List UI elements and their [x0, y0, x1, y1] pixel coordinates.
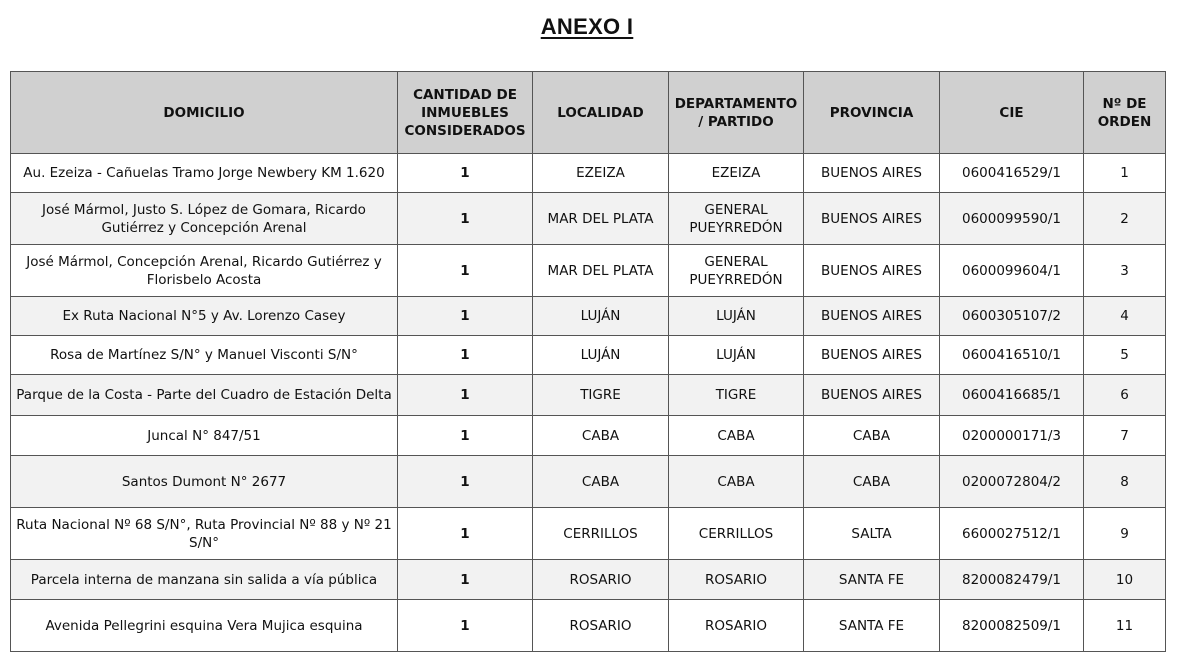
table-row: [11, 560, 1166, 600]
cell-departamento: LUJÁN: [669, 336, 804, 375]
table-row: [11, 375, 1166, 416]
cell-domicilio: Santos Dumont N° 2677: [11, 456, 398, 508]
cell-cie: 8200082479/1: [940, 560, 1084, 600]
cell-cantidad: 1: [398, 336, 533, 375]
header-orden: Nº DE ORDEN: [1084, 72, 1166, 154]
page-title: ANEXO I: [540, 14, 634, 39]
cell-provincia: CABA: [804, 416, 940, 456]
table-row: [11, 336, 1166, 375]
cell-orden: 3: [1084, 245, 1166, 297]
header-domicilio: DOMICILIO: [11, 72, 398, 154]
cell-cantidad: 1: [398, 154, 533, 193]
cell-domicilio: José Mármol, Justo S. López de Gomara, Ricardo Gutiérrez y Concepción Arenal: [11, 193, 398, 245]
cell-orden: 11: [1084, 600, 1166, 652]
table-row: [11, 193, 1166, 245]
header-cantidad: CANTIDAD DE INMUEBLES CONSIDERADOS: [398, 72, 533, 154]
cell-localidad: CABA: [533, 456, 669, 508]
cell-cie: 6600027512/1: [940, 508, 1084, 560]
cell-localidad: LUJÁN: [533, 336, 669, 375]
cell-cie: 0600099590/1: [940, 193, 1084, 245]
cell-provincia: BUENOS AIRES: [804, 336, 940, 375]
cell-provincia: SALTA: [804, 508, 940, 560]
cell-provincia: BUENOS AIRES: [804, 154, 940, 193]
cell-cantidad: 1: [398, 297, 533, 336]
cell-localidad: MAR DEL PLATA: [533, 245, 669, 297]
cell-departamento: ROSARIO: [669, 560, 804, 600]
cell-orden: 2: [1084, 193, 1166, 245]
cell-provincia: SANTA FE: [804, 560, 940, 600]
cell-localidad: MAR DEL PLATA: [533, 193, 669, 245]
cell-domicilio: Parcela interna de manzana sin salida a vía pública: [11, 560, 398, 600]
cell-domicilio: Avenida Pellegrini esquina Vera Mujica esquina: [11, 600, 398, 652]
cell-domicilio: Ex Ruta Nacional N°5 y Av. Lorenzo Casey: [11, 297, 398, 336]
cell-cie: 0600416685/1: [940, 375, 1084, 416]
cell-orden: 9: [1084, 508, 1166, 560]
cell-cie: 0200072804/2: [940, 456, 1084, 508]
cell-orden: 8: [1084, 456, 1166, 508]
cell-domicilio: José Mármol, Concepción Arenal, Ricardo Gutiérrez y Florisbelo Acosta: [11, 245, 398, 297]
header-departamento: DEPARTAMENTO / PARTIDO: [669, 72, 804, 154]
cell-orden: 7: [1084, 416, 1166, 456]
cell-departamento: ROSARIO: [669, 600, 804, 652]
cell-departamento: TIGRE: [669, 375, 804, 416]
cell-departamento: EZEIZA: [669, 154, 804, 193]
cell-cantidad: 1: [398, 456, 533, 508]
cell-localidad: CABA: [533, 416, 669, 456]
cell-cantidad: 1: [398, 245, 533, 297]
cell-orden: 5: [1084, 336, 1166, 375]
cell-departamento: LUJÁN: [669, 297, 804, 336]
cell-cie: 0600416510/1: [940, 336, 1084, 375]
cell-provincia: BUENOS AIRES: [804, 375, 940, 416]
cell-orden: 10: [1084, 560, 1166, 600]
cell-domicilio: Ruta Nacional Nº 68 S/N°, Ruta Provincial Nº 88 y Nº 21 S/N°: [11, 508, 398, 560]
cell-departamento: CABA: [669, 416, 804, 456]
table-row: [11, 245, 1166, 297]
cell-provincia: CABA: [804, 456, 940, 508]
table-row: [11, 297, 1166, 336]
header-localidad: LOCALIDAD: [533, 72, 669, 154]
cell-cantidad: 1: [398, 193, 533, 245]
header-cie: CIE: [940, 72, 1084, 154]
table-row: [11, 154, 1166, 193]
cell-departamento: CABA: [669, 456, 804, 508]
cell-cantidad: 1: [398, 375, 533, 416]
cell-provincia: BUENOS AIRES: [804, 193, 940, 245]
cell-domicilio: Rosa de Martínez S/N° y Manuel Visconti S/N°: [11, 336, 398, 375]
cell-cie: 0600099604/1: [940, 245, 1084, 297]
cell-domicilio: Au. Ezeiza - Cañuelas Tramo Jorge Newbery KM 1.620: [11, 154, 398, 193]
anexo-table: [10, 71, 1166, 652]
cell-orden: 6: [1084, 375, 1166, 416]
cell-departamento: GENERAL PUEYRREDÓN: [669, 245, 804, 297]
table-row: [11, 456, 1166, 508]
table-row: [11, 600, 1166, 652]
cell-departamento: CERRILLOS: [669, 508, 804, 560]
cell-cie: 0200000171/3: [940, 416, 1084, 456]
cell-cantidad: 1: [398, 600, 533, 652]
cell-localidad: CERRILLOS: [533, 508, 669, 560]
cell-domicilio: Parque de la Costa - Parte del Cuadro de Estación Delta: [11, 375, 398, 416]
cell-orden: 4: [1084, 297, 1166, 336]
cell-departamento: GENERAL PUEYRREDÓN: [669, 193, 804, 245]
cell-cie: 8200082509/1: [940, 600, 1084, 652]
cell-cie: 0600416529/1: [940, 154, 1084, 193]
cell-localidad: EZEIZA: [533, 154, 669, 193]
table-row: [11, 508, 1166, 560]
cell-provincia: SANTA FE: [804, 600, 940, 652]
cell-cantidad: 1: [398, 416, 533, 456]
header-provincia: PROVINCIA: [804, 72, 940, 154]
cell-cantidad: 1: [398, 508, 533, 560]
cell-cie: 0600305107/2: [940, 297, 1084, 336]
cell-localidad: LUJÁN: [533, 297, 669, 336]
cell-provincia: BUENOS AIRES: [804, 297, 940, 336]
table-row: [11, 416, 1166, 456]
cell-orden: 1: [1084, 154, 1166, 193]
cell-domicilio: Juncal N° 847/51: [11, 416, 398, 456]
cell-localidad: ROSARIO: [533, 560, 669, 600]
cell-localidad: TIGRE: [533, 375, 669, 416]
table-header-row: [11, 72, 1166, 154]
cell-provincia: BUENOS AIRES: [804, 245, 940, 297]
cell-localidad: ROSARIO: [533, 600, 669, 652]
cell-cantidad: 1: [398, 560, 533, 600]
